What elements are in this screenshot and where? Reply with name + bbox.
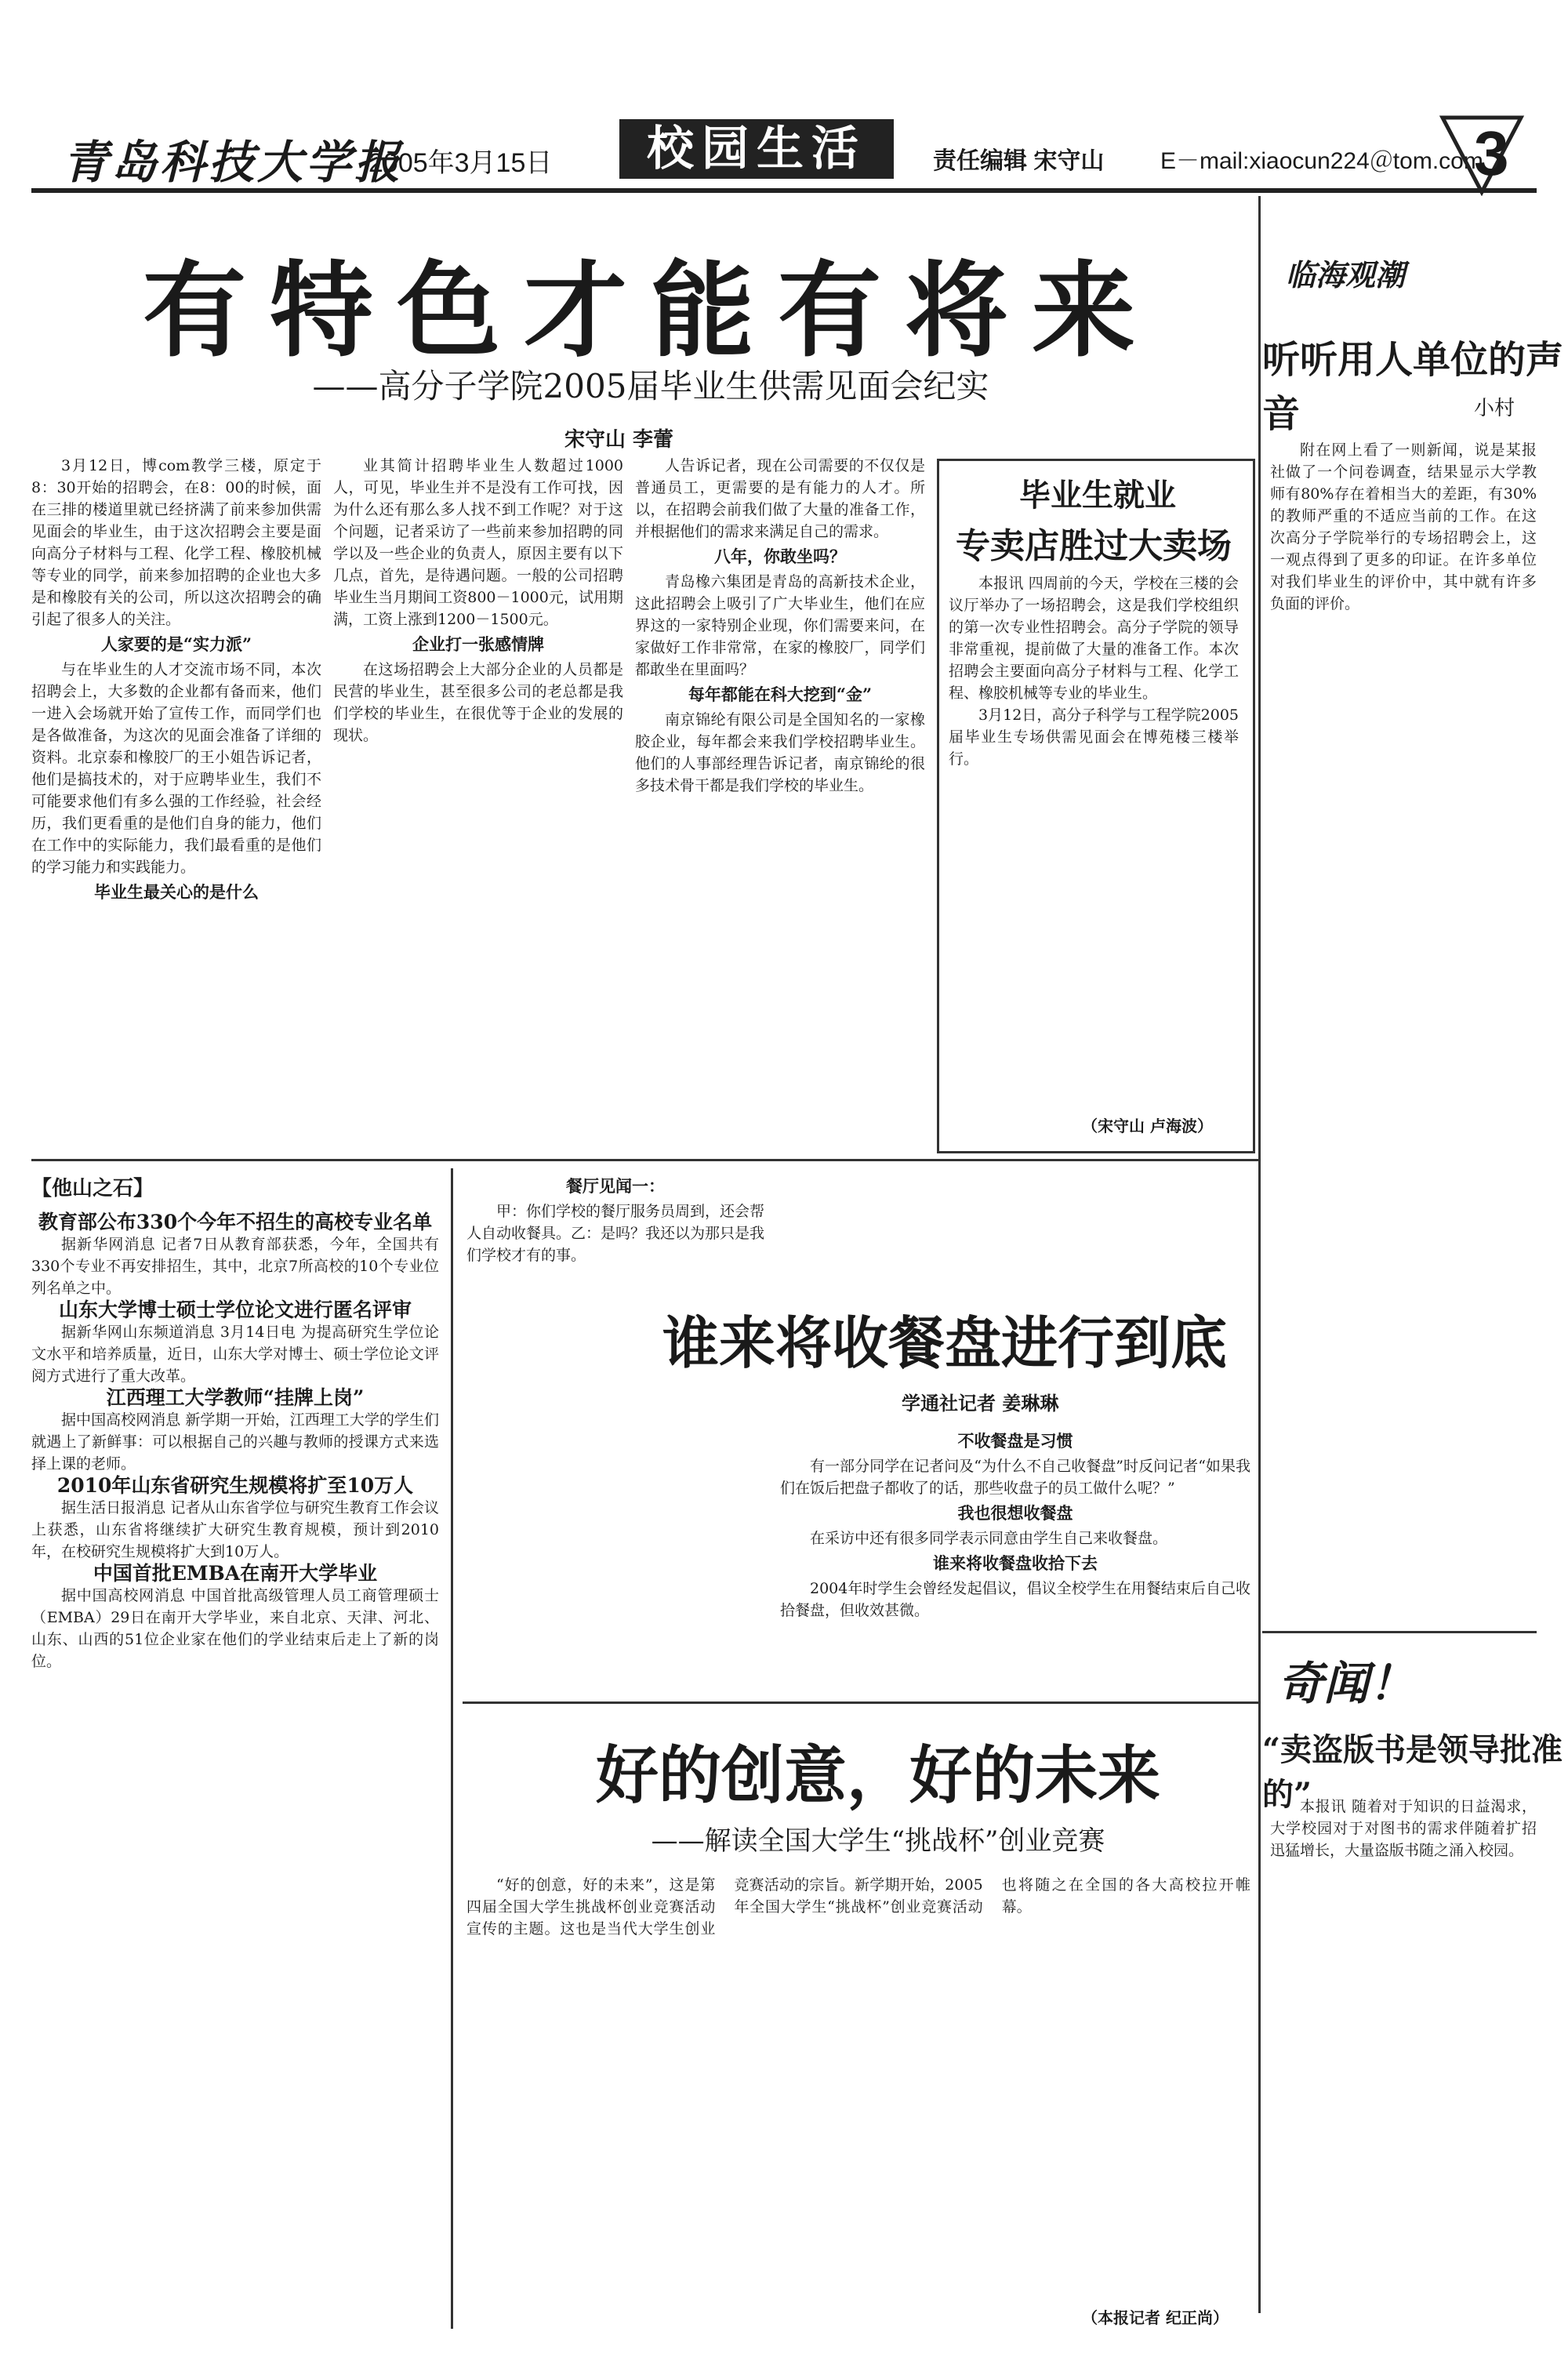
dialog-text: 甲：你们学校的餐厅服务员周到，还会帮人自动收餐具。乙：是吗？我还以为那只是我们学校才有的事。 bbox=[466, 1203, 764, 1264]
story2-title: 专卖店胜过大卖场 bbox=[956, 526, 1232, 566]
section-divider bbox=[31, 1159, 1258, 1161]
sidebar-author: 小村 bbox=[1474, 397, 1515, 420]
lead-byline: 宋守山 李蕾 bbox=[564, 428, 674, 452]
qiwen-body bbox=[1270, 1796, 1537, 2321]
qiwen-divider bbox=[1262, 1631, 1537, 1633]
story2-paragraph: 本报讯 四周前的今天，学校在三楼的会议厅举办了一场招聘会，这是我们学校组织的第一次专业性招聘会。高分子学院的领导非常重视，提前做了大量的准备工作。本次招聘会主要面向高分子材料与工程、化学工程、橡胶机械等专业的毕业生。 bbox=[949, 575, 1239, 702]
story3-subheading: 我也很想收餐盘 bbox=[957, 1503, 1073, 1523]
story3-paragraph: 有一部分同学在记者问及“为什么不自己收餐盘”时反问记者“如果我们在饭后把盘子都收了的话，那些收盘子的员工做什么呢？” bbox=[780, 1458, 1250, 1497]
tashan-item-body: 据中国高校网消息 中国首批高级管理人员工商管理硕士（EMBA）29日在南开大学毕业，来自北京、天津、河北、山东、山西的51位企业家在他们的学业结束后走上了新的岗位。 bbox=[31, 1587, 439, 1670]
story3-paragraph: 在采访中还有很多同学表示同意由学生自己来收餐盘。 bbox=[810, 1530, 1168, 1547]
story3-title: 谁来将收餐盘进行到底 bbox=[662, 1309, 1227, 1376]
issue-date: 2005年3月15日 bbox=[368, 148, 553, 178]
tashan-item-title: 山东大学博士硕士学位论文进行匿名评审 bbox=[58, 1298, 412, 1321]
story2-body bbox=[949, 572, 1239, 1106]
lead-paragraph: 在这场招聘会上大部分企业的人员都是民营的毕业生，甚至很多公司的老总都是我们学校的毕业生，在很优等于企业的发展的现状。 bbox=[333, 661, 623, 744]
editor-credit: 责任编辑 宋守山 bbox=[933, 148, 1105, 174]
tashan-item-title: 教育部公布330个今年不招生的高校专业名单 bbox=[38, 1211, 433, 1233]
story3-subheading: 不收餐盘是习惯 bbox=[957, 1431, 1073, 1451]
lead-column-1 bbox=[31, 455, 321, 1145]
page-number-badge bbox=[1435, 110, 1529, 196]
story4-title: 好的创意，好的未来 bbox=[596, 1738, 1160, 1812]
section-label: 校园生活 bbox=[619, 119, 894, 179]
lead-subheading: 毕业生最关心的是什么 bbox=[94, 882, 259, 902]
lead-subheading: 每年都能在科大挖到“金” bbox=[688, 685, 873, 704]
sidebar-title: 听听用人单位的声音 bbox=[1262, 338, 1564, 436]
qiwen-title: “卖盗版书是领导批准的” bbox=[1262, 1731, 1563, 1813]
lead-paragraph: 青岛橡六集团是青岛的高新技术企业，这此招聘会上吸引了广大毕业生，他们在应界这的一家特别企业现，你们需要来问，在家做好工作非常常，在家的橡胶厂，同学们都敢坐在里面吗？ bbox=[635, 573, 925, 678]
lead-column-3 bbox=[635, 455, 925, 1145]
story4-signature: （本报记者 纪正尚） bbox=[1082, 2308, 1229, 2327]
tashan-item-body: 据中国高校网消息 新学期一开始，江西理工大学的学生们就遇上了新鲜事：可以根据自己的兴趣与教师的授课方式来选择上课的老师。 bbox=[31, 1411, 439, 1473]
qiwen-paragraph: 本报讯 随着对于知识的日益渴求，大学校园对于对图书的需求伴随着扩招迅猛增长，大量盗版书随之涌入校园。 bbox=[1270, 1798, 1537, 1859]
tashan-item-body: 据生活日报消息 记者从山东省学位与研究生教育工作会议上获悉，山东省将继续扩大研究生教育规模，预计到2010年，在校研究生规模将扩大到10万人。 bbox=[31, 1499, 439, 1560]
sidebar-body bbox=[1270, 439, 1537, 1615]
sidebar-paragraph: 附在网上看了一则新闻，说是某报社做了一个问卷调查，结果显示大学教师有80%存在着相当大的差距，有30%的教师严重的不适应当前的工作。在这次高分子学院举行的专场招聘会上，这一观点得到了更多的印证。在许多单位对我们毕业生的评价中，其中就有许多负面的评价。 bbox=[1270, 441, 1537, 612]
qiwen-label: 奇闻！ bbox=[1278, 1657, 1415, 1710]
dialog-sidebar bbox=[466, 1172, 764, 1611]
tashan-item-body: 据新华网消息 记者7日从教育部获悉，今年，全国共有330个专业不再安排招生，其中，北京7所高校的10个专业位列名单之中。 bbox=[31, 1236, 439, 1297]
masthead: 青岛科技大学报 bbox=[63, 136, 404, 189]
lead-paragraph: 业其简计招聘毕业生人数超过1000人，可见，毕业生并不是没有工作可找，因为什么还有那么多人找不到工作呢？对于这个问题，记者采访了一些前来参加招聘的同学以及一些企业的负责人，原因主要有以下几点，首先，是待遇问题。一般的公司招聘毕业生当月期间工资800－1000元，试用期满，工资上涨到1200－1500元。 bbox=[333, 457, 623, 628]
tashan-list bbox=[31, 1211, 439, 2325]
page-number: 3 bbox=[1474, 118, 1509, 188]
lead-paragraph: 3月12日，博com教学三楼，原定于8：30开始的招聘会，在8：00的时候，面在三排的楼道里就已经挤满了前来参加供需见面会的毕业生，由于这次招聘会主要是面向高分子材料与工程、化学工程、橡胶机械等专业的同学，前来参加招聘的企业也大多是和橡胶有关的公司，所以这次招聘会的确引起了很多人的关注。 bbox=[31, 457, 321, 628]
story3-byline: 学通社记者 姜琳琳 bbox=[902, 1392, 1059, 1415]
story3-subheading: 谁来将收餐盘收拾下去 bbox=[933, 1553, 1098, 1573]
tashan-item-title: 江西理工大学教师“挂牌上岗” bbox=[106, 1386, 365, 1409]
dialog-label: 餐厅见闻一： bbox=[566, 1176, 665, 1196]
sidebar-column-name: 临海观潮 bbox=[1286, 257, 1406, 292]
story4-paragraph: “好的创意，好的未来”，这是第四届全国大学生挑战杯创业竞赛活动宣传的主题。这也是当代大学生创业竞赛活动的宗旨。新学期开始，2005年全国大学生“挑战杯”创业竞赛活动也将随之在全国的各大高校拉开帷幕。 bbox=[466, 1876, 1250, 1938]
tashan-item-title: 中国首批EMBA在南开大学毕业 bbox=[93, 1562, 378, 1585]
lead-headline: 有特色才能有将来 bbox=[143, 250, 1159, 372]
story-divider bbox=[463, 1701, 1258, 1704]
lead-subheading: 八年，你敢坐吗？ bbox=[714, 547, 846, 566]
story2-paragraph: 3月12日，高分子科学与工程学院2005届毕业生专场供需见面会在博苑楼三楼举行。 bbox=[949, 706, 1239, 768]
story3-body bbox=[780, 1427, 1250, 1686]
lead-subheading: 人家要的是“实力派” bbox=[100, 634, 252, 654]
story2-kicker: 毕业生就业 bbox=[1019, 477, 1176, 514]
sidebar-divider bbox=[1258, 196, 1261, 2313]
story4-body bbox=[466, 1874, 1250, 2297]
story2-signature: （宋守山 卢海波） bbox=[1082, 1117, 1213, 1135]
tashan-item-body: 据新华网山东频道消息 3月14日电 为提高研究生学位论文水平和培养质量，近日，山东大学对博士、硕士学位论文评阅方式进行了重大改革。 bbox=[31, 1324, 439, 1385]
tashan-label: 【他山之石】 bbox=[31, 1177, 154, 1200]
lead-paragraph: 南京锦纶有限公司是全国知名的一家橡胶企业，每年都会来我们学校招聘毕业生。他们的人事部经理告诉记者，南京锦纶的很多技术骨干都是我们学校的毕业生。 bbox=[635, 711, 925, 794]
lead-subheading: 企业打一张感情牌 bbox=[412, 634, 544, 654]
story3-paragraph: 2004年时学生会曾经发起倡议，倡议全校学生在用餐结束后自己收拾餐盘，但收效甚微。 bbox=[780, 1580, 1250, 1619]
lead-paragraph: 与在毕业生的人才交流市场不同，本次招聘会上，大多数的企业都有备而来，他们一进入会场就开始了宣传工作，而同学们也是各做准备，为这次的见面会准备了详细的资料。北京泰和橡胶厂的王小姐告诉记者，他们是搞技术的，对于应聘毕业生，我们不可能要求他们有多么强的工作经验，社会经历，我们更看重的是他们自身的能力，他们在工作中的实际能力，我们最看重的是他们的学习能力和实践能力。 bbox=[31, 661, 321, 876]
story4-subhead: ——解读全国大学生“挑战杯”创业竞赛 bbox=[651, 1825, 1105, 1857]
editor-email: E－mail:xiaocun224＠tom.com bbox=[1160, 148, 1483, 174]
lead-subhead: ——高分子学院2005届毕业生供需见面会纪实 bbox=[312, 367, 989, 405]
lead-column-2 bbox=[333, 455, 623, 1145]
tashan-divider bbox=[451, 1168, 453, 2329]
tashan-item-title: 2010年山东省研究生规模将扩至10万人 bbox=[56, 1474, 414, 1497]
lead-paragraph: 人告诉记者，现在公司需要的不仅仅是普通员工，更需要的是有能力的人才。所以，在招聘会前我们做了大量的准备工作，并根据他们的需求来满足自己的需求。 bbox=[635, 457, 925, 540]
